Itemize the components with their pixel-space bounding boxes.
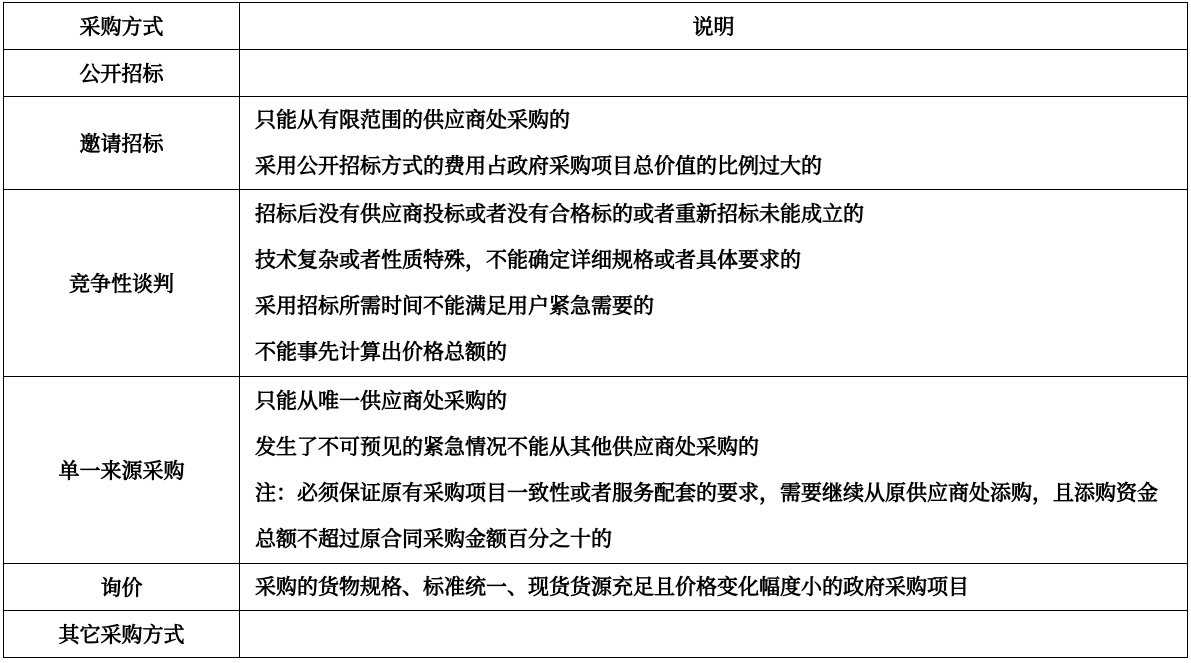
table-row [4, 611, 1188, 658]
method-cell: 其它采购方式 [4, 611, 240, 658]
table-row [4, 190, 1188, 377]
description-line: 技术复杂或者性质特殊，不能确定详细规格或者具体要求的 [255, 248, 801, 272]
description-line: 只能从有限范围的供应商处采购的 [255, 108, 570, 132]
description-line: 招标后没有供应商投标或者没有合格标的或者重新招标未能成立的 [255, 202, 864, 226]
table-row [4, 50, 1188, 97]
description-cell [240, 377, 1188, 564]
table-row [4, 564, 1188, 611]
description-line: 采购的货物规格、标准统一、现货货源充足且价格变化幅度小的政府采购项目 [255, 575, 969, 599]
description-line: 发生了不可预见的紧急情况不能从其他供应商处采购的 [255, 435, 759, 459]
description-note: 注：必须保证原有采购项目一致性或者服务配套的要求，需要继续从原供应商处添购，且添购资金总额不超过原合同采购金额百分之十的 [255, 481, 1158, 551]
method-cell: 竞争性谈判 [4, 190, 240, 377]
description-line: 采用公开招标方式的费用占政府采购项目总价值的比例过大的 [255, 154, 822, 178]
description-line: 只能从唯一供应商处采购的 [255, 389, 507, 413]
description-cell [240, 190, 1188, 377]
header-description: 说明 [240, 3, 1188, 50]
header-method: 采购方式 [4, 3, 240, 50]
method-cell: 询价 [4, 564, 240, 611]
method-cell: 公开招标 [4, 50, 240, 97]
method-cell: 单一来源采购 [4, 377, 240, 564]
description-cell [240, 97, 1188, 190]
description-line: 采用招标所需时间不能满足用户紧急需要的 [255, 294, 654, 318]
table-header-row [4, 3, 1188, 50]
description-line: 不能事先计算出价格总额的 [255, 340, 507, 364]
table-row [4, 97, 1188, 190]
procurement-methods-table [3, 2, 1188, 658]
method-cell: 邀请招标 [4, 97, 240, 190]
description-cell [240, 611, 1188, 658]
table-row [4, 377, 1188, 564]
description-cell [240, 564, 1188, 611]
description-cell [240, 50, 1188, 97]
